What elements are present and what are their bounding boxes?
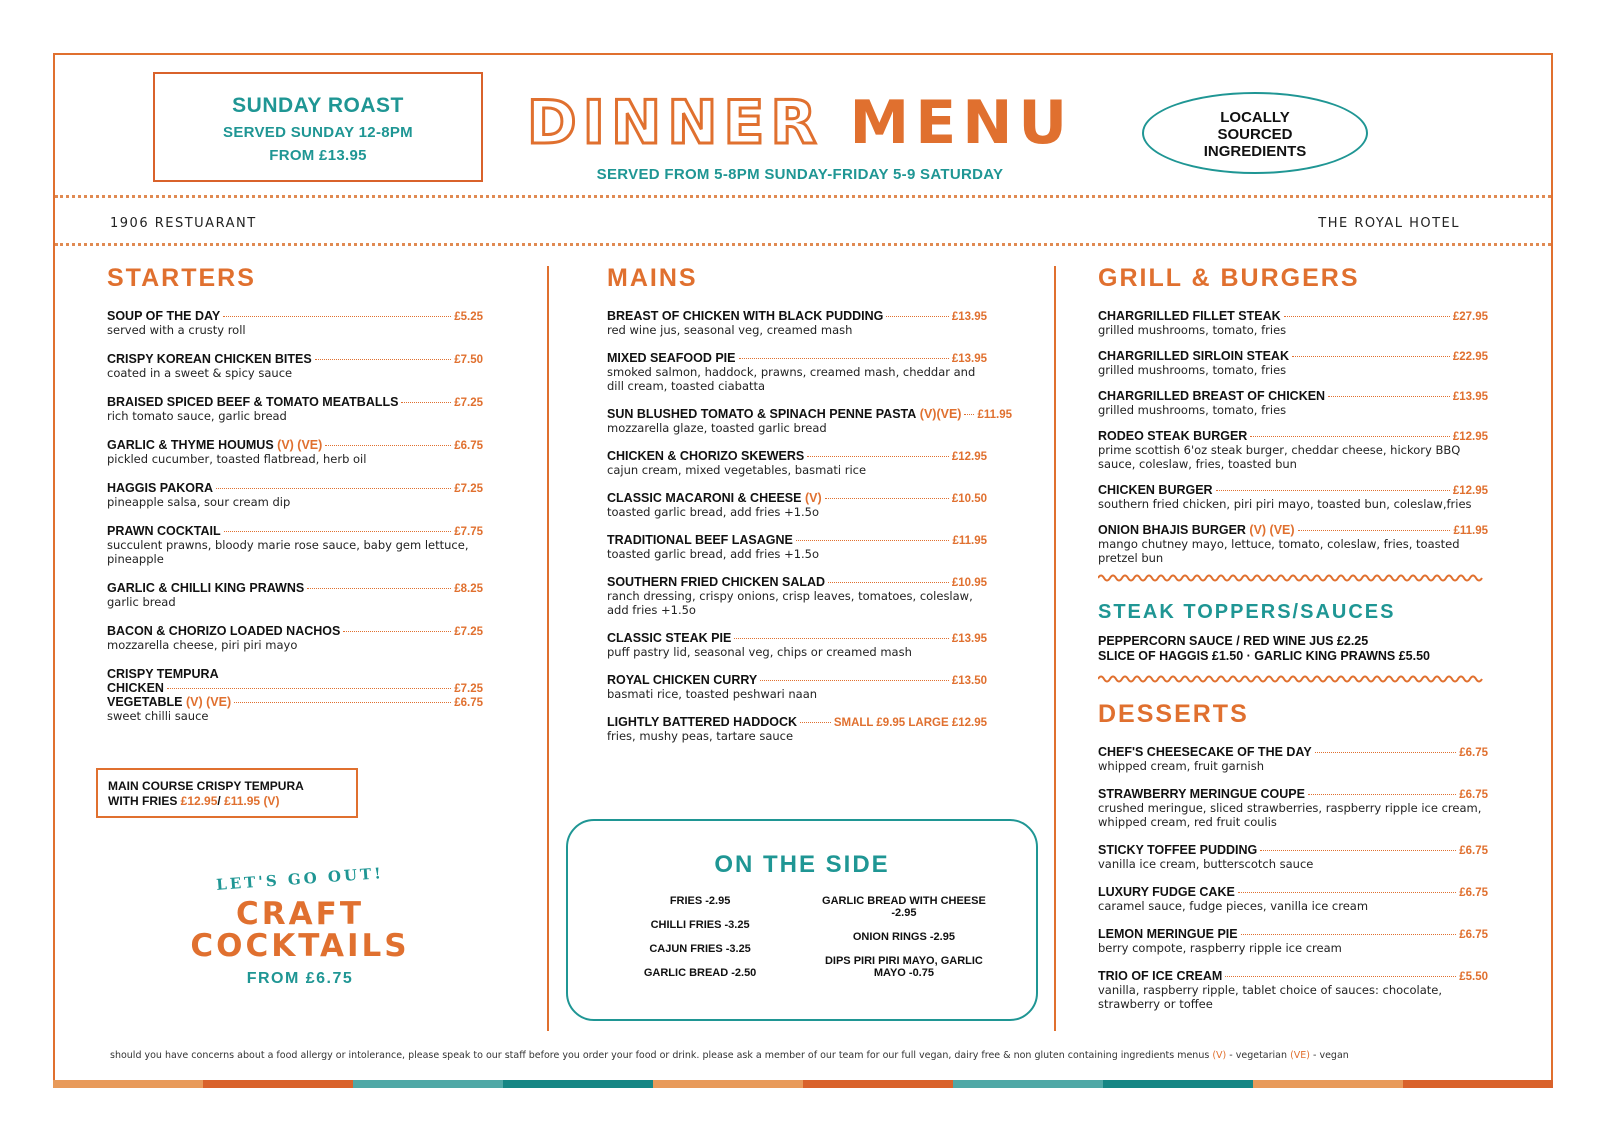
item-name: RODEO STEAK BURGER: [1098, 429, 1248, 443]
item-price: £13.95: [951, 633, 987, 645]
dietary-tag: (V): [804, 491, 822, 505]
item-price: £7.25: [454, 626, 483, 638]
item-description: pickled cucumber, toasted flatbread, herb oil: [107, 452, 367, 466]
leader-dots: [1292, 356, 1450, 357]
item-description: fries, mushy peas, tartare sauce: [607, 729, 794, 743]
menu-item: [1098, 843, 1488, 871]
menu-item: [607, 575, 987, 617]
item-description: vanilla, raspberry ripple, tablet choice of sauces: chocolate, strawberry or toffee: [1098, 983, 1443, 1011]
stripe-segment: [53, 1080, 203, 1088]
dietary-tag: (V)(VE): [919, 407, 962, 421]
leader-dots: [1315, 752, 1457, 753]
side-item: CAJUN FRIES -3.25: [649, 943, 751, 955]
item-head: [607, 351, 987, 365]
sunday-roast-price: FROM £13.95: [269, 147, 367, 164]
item-name: TRIO OF ICE CREAM: [1098, 969, 1223, 983]
leader-dots: [807, 456, 949, 457]
badge-line: LOCALLY: [1220, 109, 1290, 126]
side-list-left: [606, 895, 794, 991]
leader-dots: [1328, 396, 1450, 397]
item-price: £27.95: [1452, 311, 1488, 323]
item-price: £13.95: [951, 311, 987, 323]
menu-item: [1098, 429, 1488, 471]
restaurant-name: 1906 RESTUARANT: [110, 216, 257, 231]
leader-dots: [224, 531, 452, 532]
box-text: WITH FRIES: [108, 794, 178, 808]
menu-item: [1098, 523, 1488, 565]
topper-line: SLICE OF HAGGIS £1.50 · GARLIC KING PRAWNS £5.50: [1098, 649, 1431, 663]
leader-dots: [1216, 490, 1450, 491]
item-name: SUN BLUSHED TOMATO & SPINACH PENNE PASTA: [607, 407, 917, 421]
menu-item: [107, 481, 483, 509]
item-head: [607, 631, 987, 645]
side-item: ONION RINGS -2.95: [852, 931, 955, 943]
menu-item: [1098, 483, 1488, 511]
desserts-list: [1098, 745, 1488, 1011]
item-price: £13.50: [951, 675, 987, 687]
menu-item: [607, 449, 987, 477]
leader-dots: [167, 688, 451, 689]
mains-title: MAINS: [607, 264, 698, 292]
item-price: £22.95: [1452, 351, 1488, 363]
cocktails-line: CRAFT: [236, 896, 364, 932]
item-name: GARLIC & THYME HOUMUS: [107, 438, 274, 452]
menu-item: [1098, 389, 1488, 417]
stripe-segment: [953, 1080, 1103, 1088]
dietary-tag: (V) (VE): [185, 695, 232, 709]
item-description: mango chutney mayo, lettuce, tomato, coleslaw, fries, toasted pretzel bun: [1098, 537, 1460, 565]
item-description: red wine jus, seasonal veg, creamed mash: [607, 323, 853, 337]
item-price: £10.95: [951, 577, 987, 589]
mains-column: [607, 264, 1012, 757]
menu-item: [1098, 927, 1488, 955]
grill-title: GRILL & BURGERS: [1098, 264, 1360, 292]
menu-item: [1098, 885, 1488, 913]
item-price: £6.75: [1459, 789, 1488, 801]
sunday-roast-title: SUNDAY ROAST: [232, 94, 404, 117]
item-description: rich tomato sauce, garlic bread: [107, 409, 287, 423]
item-name: GARLIC & CHILLI KING PRAWNS: [107, 581, 305, 595]
item-head: [107, 438, 483, 452]
item-price: £6.75: [1459, 845, 1488, 857]
side-item: CHILLI FRIES -3.25: [650, 919, 750, 931]
item-head: [107, 581, 483, 595]
item-name: CRISPY KOREAN CHICKEN BITES: [107, 352, 312, 366]
item-name: CHARGRILLED FILLET STEAK: [1098, 309, 1281, 323]
item-description: grilled mushrooms, tomato, fries: [1098, 323, 1287, 337]
item-price: £6.75: [1459, 887, 1488, 899]
item-description: berry compote, raspberry ripple ice cream: [1098, 941, 1342, 955]
sunday-roast-box: [153, 72, 483, 182]
item-price: £6.75: [1459, 929, 1488, 941]
item-description: garlic bread: [107, 595, 176, 609]
menu-item: [1098, 745, 1488, 773]
item-name: LIGHTLY BATTERED HADDOCK: [607, 715, 798, 729]
item-name: CLASSIC MACARONI & CHEESE: [607, 491, 802, 505]
leader-dots: [1241, 934, 1457, 935]
menu-item: [107, 395, 483, 423]
divider: [55, 243, 1551, 246]
dietary-tag: (V): [1212, 1050, 1227, 1061]
side-list-right: [810, 895, 998, 991]
item-name: BACON & CHORIZO LOADED NACHOS: [107, 624, 341, 638]
box-line: [108, 794, 346, 809]
item-head: [607, 673, 987, 687]
item-description: succulent prawns, bloody marie rose sauce, baby gem lettuce, pineapple: [107, 538, 469, 566]
menu-item: [107, 309, 483, 337]
leader-dots: [796, 540, 950, 541]
title-dinner: DINNER: [526, 88, 823, 158]
item-name: CHARGRILLED BREAST OF CHICKEN: [1098, 389, 1326, 403]
item-head: [1098, 969, 1488, 983]
dietary-tag: (VE): [1290, 1050, 1310, 1061]
item-name: PRAWN COCKTAIL: [107, 524, 221, 538]
item-description: basmati rice, toasted peshwari naan: [607, 687, 818, 701]
item-description: served with a crusty roll: [107, 323, 246, 337]
serving-hours: SERVED FROM 5-8PM SUNDAY-FRIDAY 5-9 SATURDAY: [596, 166, 1004, 183]
side-item: GARLIC BREAD -2.50: [643, 967, 757, 979]
side-item: GARLIC BREAD WITH CHEESE -2.95: [822, 895, 986, 919]
item-head: [1098, 745, 1488, 759]
side-title: [568, 851, 1036, 879]
item-price: £6.75: [1459, 747, 1488, 759]
cocktails-tagline: LET'S GO OUT!: [215, 864, 385, 894]
menu-item: [607, 631, 987, 659]
item-head: [107, 481, 483, 495]
item-description: southern fried chicken, piri piri mayo, toasted bun, coleslaw,fries: [1098, 497, 1472, 511]
main-course-tempura-box: [96, 768, 358, 818]
item-price: £6.75: [454, 440, 483, 452]
leader-dots: [325, 445, 451, 446]
item-head: [107, 309, 483, 323]
item-description: ranch dressing, crispy onions, crisp leaves, tomatoes, coleslaw, add fries +1.5o: [607, 589, 973, 617]
topper-line: PEPPERCORN SAUCE / RED WINE JUS £2.25: [1098, 634, 1369, 648]
item-price: £13.95: [1452, 391, 1488, 403]
item-description: toasted garlic bread, add fries +1.5o: [607, 505, 820, 519]
allergy-footnote: [110, 1050, 1510, 1061]
leader-dots: [734, 638, 948, 639]
side-columns: [568, 895, 1036, 991]
toppers-title: STEAK TOPPERS/SAUCES: [1098, 601, 1396, 623]
item-name: CHICKEN: [107, 681, 164, 695]
badge-line: SOURCED: [1217, 126, 1293, 143]
item-description: sweet chilli sauce: [107, 709, 209, 723]
item-price: £12.95: [1452, 485, 1488, 497]
tempura-item: [107, 667, 483, 723]
leader-dots: [1225, 976, 1456, 977]
stripe-segment: [1403, 1080, 1553, 1088]
item-name: SOUTHERN FRIED CHICKEN SALAD: [607, 575, 826, 589]
page-title: [520, 88, 1080, 158]
menu-item: [107, 581, 483, 609]
item-price: £12.95: [951, 451, 987, 463]
item-name: BRAISED SPICED BEEF & TOMATO MEATBALLS: [107, 395, 399, 409]
stripe-segment: [803, 1080, 953, 1088]
sunday-roast-hours: SERVED SUNDAY 12-8PM: [223, 124, 413, 141]
color-stripe-bar: [53, 1080, 1553, 1088]
item-head: [1098, 429, 1488, 443]
grill-column: [1098, 264, 1488, 1025]
leader-dots: [739, 358, 949, 359]
wave-divider: [1098, 573, 1484, 583]
item-price: £11.95: [1453, 525, 1488, 537]
item-head: [607, 715, 987, 729]
item-name: [107, 667, 483, 681]
cocktails-title: [180, 898, 420, 962]
item-description: mozzarella glaze, toasted garlic bread: [607, 421, 827, 435]
item-name: LEMON MERINGUE PIE: [1098, 927, 1238, 941]
mains-list: [607, 309, 1012, 743]
item-head: [607, 407, 1012, 421]
hotel-name: THE ROYAL HOTEL: [1318, 216, 1460, 231]
item-head: [1098, 787, 1488, 801]
item-name: CHICKEN & CHORIZO SKEWERS: [607, 449, 805, 463]
item-head: [1098, 389, 1488, 403]
item-price: £7.75: [454, 526, 483, 538]
item-head: [1098, 309, 1488, 323]
item-head: [1098, 523, 1488, 537]
item-head: [1098, 885, 1488, 899]
leader-dots: [760, 680, 949, 681]
menu-item: [107, 524, 483, 566]
on-the-side-box: [566, 819, 1038, 1021]
item-price: £8.25: [454, 583, 483, 595]
item-description: prime scottish 6'oz steak burger, cheddar cheese, hickory BBQ sauce, coleslaw, fries, toasted bun: [1098, 443, 1461, 471]
item-head: [607, 309, 987, 323]
item-price: £11.95: [977, 409, 1012, 421]
leader-dots: [307, 588, 451, 589]
item-head: [107, 352, 483, 366]
starters-list: [107, 309, 483, 652]
item-name: HAGGIS PAKORA: [107, 481, 214, 495]
item-name: SOUP OF THE DAY: [107, 309, 221, 323]
stripe-segment: [503, 1080, 653, 1088]
item-price: £10.50: [951, 493, 987, 505]
column-divider: [1054, 266, 1056, 1031]
title-menu: MENU: [849, 88, 1074, 158]
item-head: [1098, 843, 1488, 857]
item-description: mozzarella cheese, piri piri mayo: [107, 638, 298, 652]
stripe-segment: [1253, 1080, 1403, 1088]
item-name: CHEF'S CHEESECAKE OF THE DAY: [1098, 745, 1312, 759]
menu-item: [607, 673, 987, 701]
item-head: [107, 624, 483, 638]
item-name: STICKY TOFFEE PUDDING: [1098, 843, 1258, 857]
leader-dots: [343, 631, 451, 632]
item-description: grilled mushrooms, tomato, fries: [1098, 403, 1287, 417]
stripe-segment: [203, 1080, 353, 1088]
item-head: [1098, 927, 1488, 941]
leader-dots: [401, 402, 451, 403]
item-name: CHARGRILLED SIRLOIN STEAK: [1098, 349, 1289, 363]
item-name: BREAST OF CHICKEN WITH BLACK PUDDING: [607, 309, 884, 323]
stripe-segment: [1103, 1080, 1253, 1088]
item-description: puff pastry lid, seasonal veg, chips or creamed mash: [607, 645, 912, 659]
item-head: [607, 449, 987, 463]
leader-dots: [828, 582, 949, 583]
leader-dots: [1260, 850, 1456, 851]
footnote-text: - vegetarian: [1229, 1050, 1288, 1061]
item-price: £12.95: [180, 794, 218, 808]
item-name: VEGETABLE: [107, 695, 183, 709]
item-head: [107, 681, 483, 695]
cocktails-line: COCKTAILS: [190, 928, 410, 964]
leader-dots: [315, 359, 452, 360]
item-head: [1098, 483, 1488, 497]
item-name: CLASSIC STEAK PIE: [607, 631, 732, 645]
stripe-segment: [653, 1080, 803, 1088]
item-name: LUXURY FUDGE CAKE: [1098, 885, 1235, 899]
item-description: whipped cream, fruit garnish: [1098, 759, 1265, 773]
item-description: toasted garlic bread, add fries +1.5o: [607, 547, 820, 561]
item-description: vanilla ice cream, butterscotch sauce: [1098, 857, 1314, 871]
footnote-text: - vegan: [1313, 1050, 1349, 1061]
item-name: ROYAL CHICKEN CURRY: [607, 673, 758, 687]
menu-item: [1098, 787, 1488, 829]
leader-dots: [216, 488, 451, 489]
item-description: coated in a sweet & spicy sauce: [107, 366, 293, 380]
leader-dots: [800, 722, 831, 723]
item-price: SMALL £9.95 LARGE £12.95: [833, 717, 987, 729]
dietary-tag: (V) (VE): [1249, 523, 1295, 537]
leader-dots: [223, 316, 451, 317]
item-price: £6.75: [454, 697, 483, 709]
item-price: £7.25: [454, 683, 483, 695]
item-price: £5.50: [1459, 971, 1488, 983]
menu-item: [107, 624, 483, 652]
menu-item: [607, 407, 1012, 435]
starters-column: [107, 264, 483, 738]
menu-item: [1098, 349, 1488, 377]
item-description: crushed meringue, sliced strawberries, raspberry ripple ice cream, whipped cream, red fruit coulis: [1098, 801, 1482, 829]
item-name: ONION BHAJIS BURGER: [1098, 523, 1246, 537]
stripe-segment: [353, 1080, 503, 1088]
leader-dots: [1308, 794, 1456, 795]
craft-cocktails-promo: [180, 864, 420, 988]
item-description: grilled mushrooms, tomato, fries: [1098, 363, 1287, 377]
item-description: cajun cream, mixed vegetables, basmati rice: [607, 463, 867, 477]
leader-dots: [886, 316, 948, 317]
item-price: £11.95 (V): [224, 794, 280, 808]
menu-item: [607, 533, 987, 561]
item-name: TRADITIONAL BEEF LASAGNE: [607, 533, 793, 547]
item-head: [607, 533, 987, 547]
menu-item: [107, 438, 483, 466]
item-head: [607, 575, 987, 589]
leader-dots: [825, 498, 949, 499]
separator: /: [217, 794, 221, 808]
badge-line: INGREDIENTS: [1203, 143, 1307, 160]
grill-list: [1098, 309, 1488, 565]
item-price: £5.25: [454, 311, 483, 323]
item-price: £13.95: [951, 353, 987, 365]
item-price: £11.95: [952, 535, 987, 547]
side-title-text: SIDE: [825, 851, 890, 878]
item-description: caramel sauce, fudge pieces, vanilla ice cream: [1098, 899, 1369, 913]
desserts-title: DESSERTS: [1098, 700, 1249, 728]
item-price: £12.95: [1452, 431, 1488, 443]
menu-item: [607, 491, 987, 519]
item-description: smoked salmon, haddock, prawns, creamed mash, cheddar and dill cream, toasted ciabatta: [607, 365, 976, 393]
menu-item: [107, 352, 483, 380]
box-line: MAIN COURSE CRISPY TEMPURA: [108, 779, 304, 793]
item-head: [107, 524, 483, 538]
item-name: STRAWBERRY MERINGUE COUPE: [1098, 787, 1305, 801]
item-price: £7.50: [454, 354, 483, 366]
cocktails-price: FROM £6.75: [246, 970, 354, 987]
starters-title: STARTERS: [107, 264, 256, 292]
menu-item: [607, 715, 987, 743]
divider: [55, 195, 1551, 198]
dietary-tag: (V) (VE): [277, 438, 323, 452]
leader-dots: [234, 702, 451, 703]
wave-divider: [1098, 674, 1484, 684]
item-price: £7.25: [454, 397, 483, 409]
locally-sourced-badge: [1142, 92, 1368, 174]
leader-dots: [1298, 530, 1451, 531]
item-description: pineapple salsa, sour cream dip: [107, 495, 291, 509]
leader-dots: [1284, 316, 1450, 317]
side-item: FRIES -2.95: [669, 895, 731, 907]
item-price: £7.25: [454, 483, 483, 495]
leader-dots: [1250, 436, 1449, 437]
leader-dots: [964, 414, 974, 415]
item-head: [107, 395, 483, 409]
side-item: DIPS PIRI PIRI MAYO, GARLIC MAYO -0.75: [824, 955, 983, 979]
menu-item: [1098, 309, 1488, 337]
menu-item: [607, 309, 987, 337]
item-name: MIXED SEAFOOD PIE: [607, 351, 736, 365]
column-divider: [547, 266, 549, 1031]
footnote-text: should you have concerns about a food allergy or intolerance, please speak to our staff before you order your food or drink. please ask a member of our team for our full vegan, dairy free & non gluten containing ingredients menus: [110, 1050, 1210, 1061]
menu-item: [1098, 969, 1488, 1011]
menu-item: [607, 351, 987, 393]
item-head: [607, 491, 987, 505]
item-name: CHICKEN BURGER: [1098, 483, 1213, 497]
item-head: [1098, 349, 1488, 363]
item-name: CRISPY TEMPURA: [107, 667, 219, 681]
side-title-text: ON THE: [714, 851, 817, 878]
leader-dots: [1238, 892, 1456, 893]
item-head: [107, 695, 483, 709]
toppers-list: [1098, 634, 1488, 664]
